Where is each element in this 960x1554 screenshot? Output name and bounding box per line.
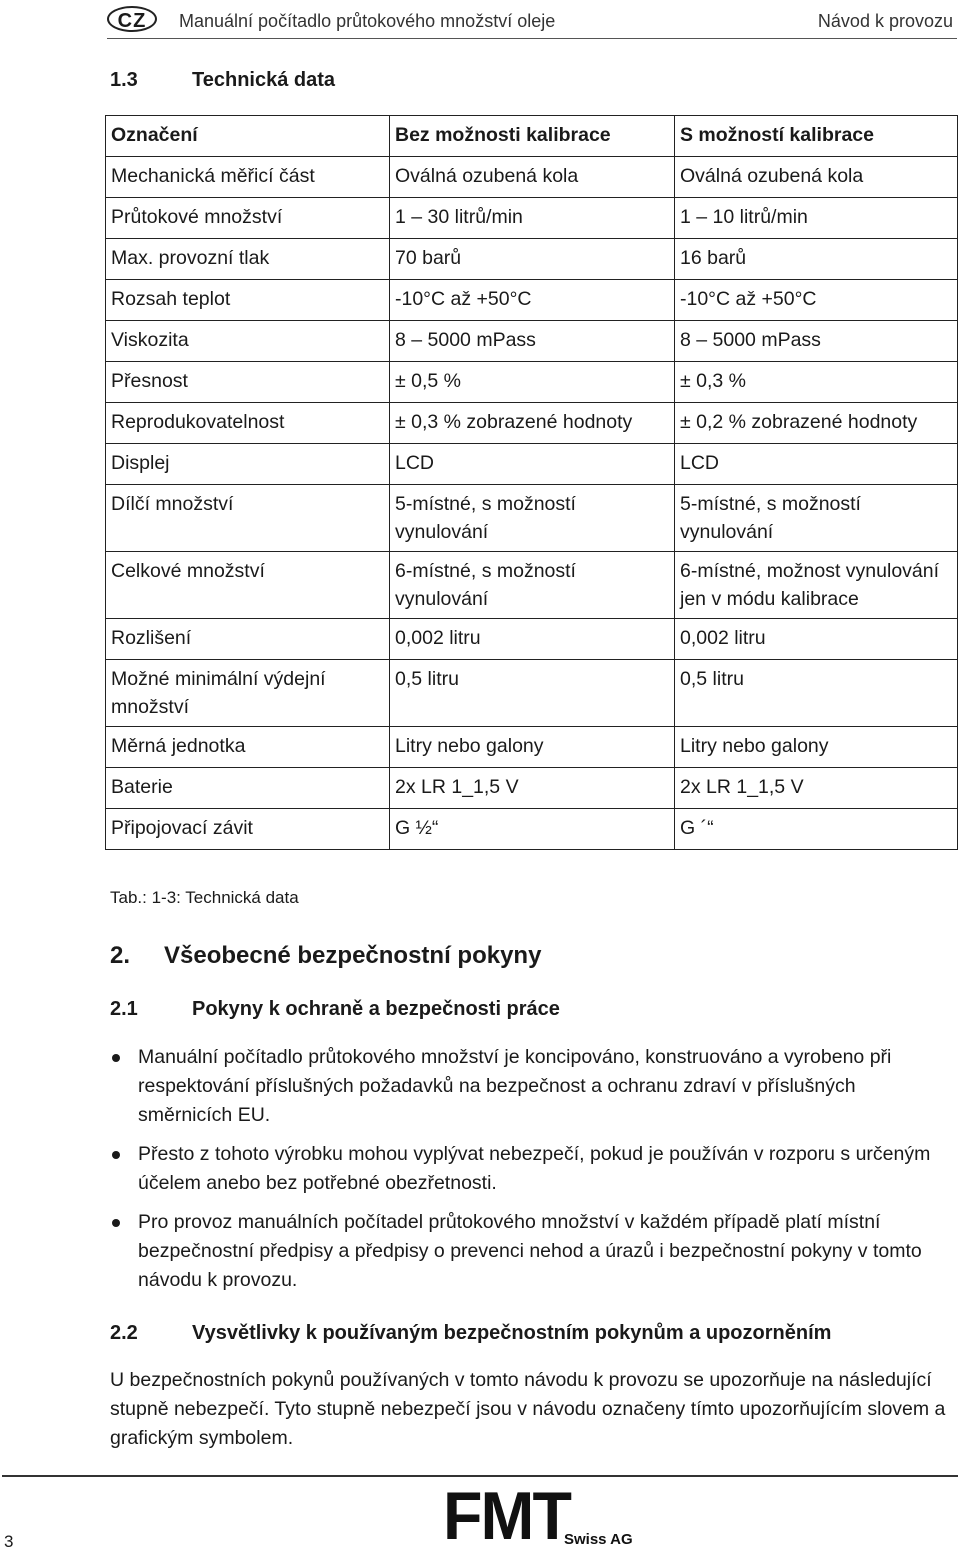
table-row-label: Měrná jednotka xyxy=(106,727,390,768)
section-number: 2. xyxy=(110,942,131,969)
table-cell: 5-místné, s možností vynulování xyxy=(675,485,958,552)
section-heading-2 xyxy=(110,942,541,970)
table-cell: ± 0,3 % xyxy=(675,362,958,403)
table-cell: 8 – 5000 mPass xyxy=(675,321,958,362)
table-row-label: Rozsah teplot xyxy=(106,280,390,321)
table-row-label: Přesnost xyxy=(106,362,390,403)
table-row xyxy=(106,239,958,280)
table-row xyxy=(106,362,958,403)
table-row-label: Mechanická měřicí část xyxy=(106,157,390,198)
section-number: 2.1 xyxy=(110,998,138,1020)
table-row xyxy=(106,157,958,198)
page-number: 3 xyxy=(4,1532,14,1551)
table-cell: 8 – 5000 mPass xyxy=(390,321,675,362)
list-item-text: Pro provoz manuálních počítadel průtokového množství v každém případě platí místní bezpečnostní předpisy a předpisy o prevenci nehod a úrazů i bezpečnostní pokyny v tomto návodu k provozu. xyxy=(138,1211,922,1291)
table-row xyxy=(106,660,958,727)
table-header-cell: Bez možnosti kalibrace xyxy=(390,116,675,157)
table-row-label: Max. provozní tlak xyxy=(106,239,390,280)
table-row-label: Rozlišení xyxy=(106,619,390,660)
table-row xyxy=(106,485,958,552)
table-row-label: Reprodukovatelnost xyxy=(106,403,390,444)
section-heading-2-2 xyxy=(110,1322,831,1345)
table-header-cell: S možností kalibrace xyxy=(675,116,958,157)
table-caption: Tab.: 1-3: Technická data xyxy=(110,888,299,907)
bullet-icon xyxy=(112,1151,120,1159)
header-title: Manuální počítadlo průtokového množství oleje xyxy=(179,11,556,31)
table-row xyxy=(106,403,958,444)
table-row xyxy=(106,444,958,485)
table-cell: 0,5 litru xyxy=(390,660,675,727)
table-row-label: Průtokové množství xyxy=(106,198,390,239)
table-header-row xyxy=(106,116,958,157)
list-item xyxy=(110,1140,950,1198)
table-cell: -10°C až +50°C xyxy=(675,280,958,321)
list-item-text: Manuální počítadlo průtokového množství je koncipováno, konstruováno a vyrobeno při respektování příslušných požadavků na bezpečnost a ochranu zdraví v příslušných směrnicích EU. xyxy=(138,1046,892,1126)
table-cell: -10°C až +50°C xyxy=(390,280,675,321)
table-row-label: Možné minimální výdejní množství xyxy=(106,660,390,727)
table-cell: 2x LR 1_1,5 V xyxy=(675,768,958,809)
table-row-label: Připojovací závit xyxy=(106,809,390,850)
safety-bullet-list xyxy=(110,1043,950,1305)
table-cell: LCD xyxy=(390,444,675,485)
table-row xyxy=(106,280,958,321)
body-paragraph: U bezpečnostních pokynů používaných v tomto návodu k provozu se upozorňuje na následující stupně nebezpečí. Tyto stupně nebezpečí jsou v návodu označeny tímto upozorňujícím slovem a grafickým symbolem. xyxy=(110,1369,946,1449)
table-row-label: Baterie xyxy=(106,768,390,809)
table-cell: ± 0,2 % zobrazené hodnoty xyxy=(675,403,958,444)
list-item-text: Přesto z tohoto výrobku mohou vyplývat nebezpečí, pokud je používán v rozporu s určeným účelem anebo bez potřebné obezřetnosti. xyxy=(138,1143,931,1194)
table-cell: ± 0,5 % xyxy=(390,362,675,403)
table-row xyxy=(106,727,958,768)
section-title: Všeobecné bezpečnostní pokyny xyxy=(164,942,542,969)
table-cell: 6-místné, s možností vynulování xyxy=(390,552,675,619)
table-cell: 70 barů xyxy=(390,239,675,280)
table-cell: 0,5 litru xyxy=(675,660,958,727)
table-cell: Oválná ozubená kola xyxy=(390,157,675,198)
section-number: 2.2 xyxy=(110,1322,138,1344)
table-cell: 2x LR 1_1,5 V xyxy=(390,768,675,809)
table-cell: LCD xyxy=(675,444,958,485)
table-cell: Litry nebo galony xyxy=(675,727,958,768)
section-heading-2-1 xyxy=(110,998,560,1021)
table-cell: 1 – 30 litrů/min xyxy=(390,198,675,239)
logo-subtitle: Swiss AG xyxy=(564,1531,633,1548)
table-row xyxy=(106,321,958,362)
table-row xyxy=(106,768,958,809)
table-cell: 0,002 litru xyxy=(675,619,958,660)
header-document-type: Návod k provozu xyxy=(817,11,953,31)
table-cell: 1 – 10 litrů/min xyxy=(675,198,958,239)
table-row xyxy=(106,552,958,619)
table-header-cell: Označení xyxy=(106,116,390,157)
table-cell: 0,002 litru xyxy=(390,619,675,660)
table-cell: G ½“ xyxy=(390,809,675,850)
technical-data-table xyxy=(105,115,958,850)
section-heading-1-3 xyxy=(110,69,335,92)
table-cell: Oválná ozubená kola xyxy=(675,157,958,198)
table-row-label: Dílčí množství xyxy=(106,485,390,552)
table-row-label: Celkové množství xyxy=(106,552,390,619)
section-number: 1.3 xyxy=(110,69,138,91)
table-row-label: Viskozita xyxy=(106,321,390,362)
table-row-label: Displej xyxy=(106,444,390,485)
logo-wordmark: FMT xyxy=(443,1478,571,1554)
table-cell: G ´“ xyxy=(675,809,958,850)
table-cell: 16 barů xyxy=(675,239,958,280)
footer-divider xyxy=(2,1475,958,1477)
table-row xyxy=(106,809,958,850)
bullet-icon xyxy=(112,1054,120,1062)
bullet-icon xyxy=(112,1219,120,1227)
section-title: Technická data xyxy=(192,69,336,91)
section-title: Pokyny k ochraně a bezpečnosti práce xyxy=(192,998,560,1020)
page-header xyxy=(107,4,957,39)
language-badge: CZ xyxy=(107,6,157,32)
table-cell: 5-místné, s možností vynulování xyxy=(390,485,675,552)
list-item xyxy=(110,1208,950,1295)
table-row xyxy=(106,619,958,660)
table-cell: Litry nebo galony xyxy=(390,727,675,768)
list-item xyxy=(110,1043,950,1130)
table-cell: 6-místné, možnost vynulování jen v módu kalibrace xyxy=(675,552,958,619)
table-cell: ± 0,3 % zobrazené hodnoty xyxy=(390,403,675,444)
fmt-logo xyxy=(443,1478,633,1554)
section-title: Vysvětlivky k používaným bezpečnostním pokynům a upozorněním xyxy=(192,1322,832,1344)
table-row xyxy=(106,198,958,239)
